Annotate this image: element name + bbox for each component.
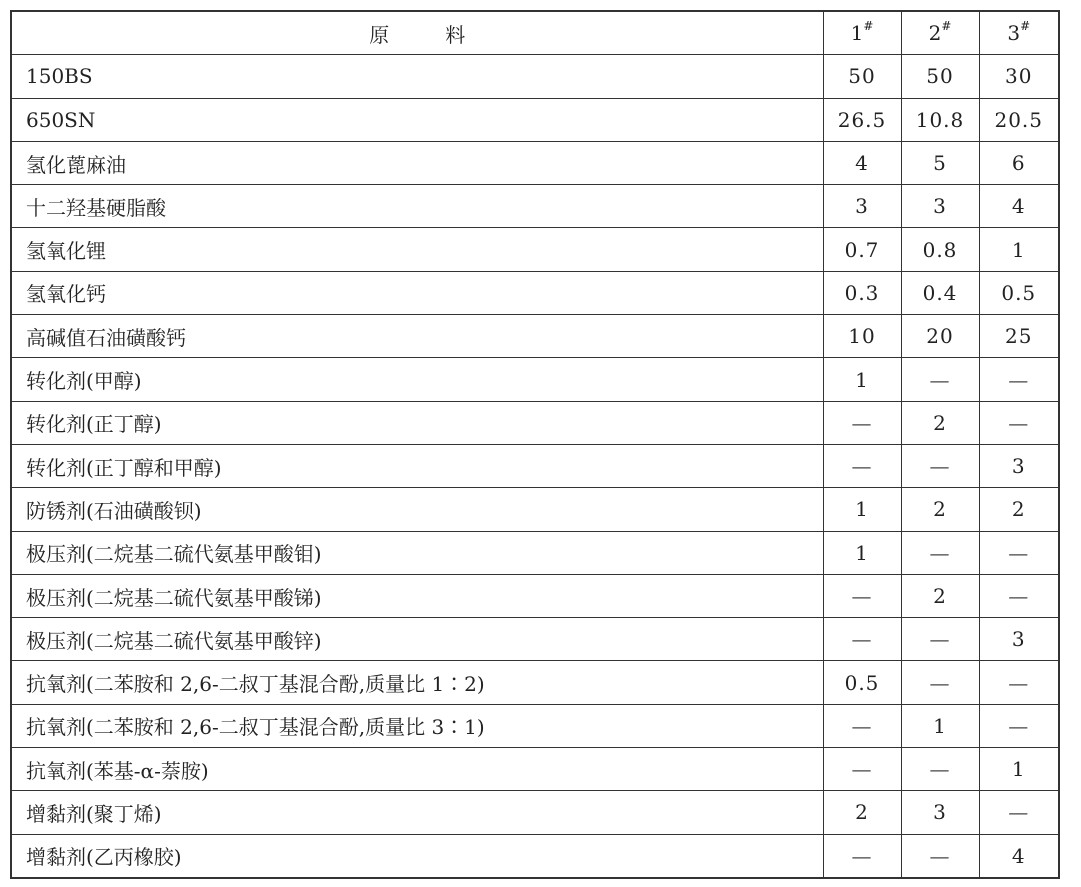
- sample-1-value-cell: —: [823, 401, 901, 444]
- material-name-cell: 极压剂(二烷基二硫代氨基甲酸钼): [11, 531, 823, 574]
- material-name-cell: 氢化蓖麻油: [11, 141, 823, 184]
- sample-3-value-cell: 6: [979, 141, 1059, 184]
- sample-3-value-cell: 0.5: [979, 271, 1059, 314]
- material-name-cell: 十二羟基硬脂酸: [11, 185, 823, 228]
- material-name-cell: 抗氧剂(二苯胺和 2,6-二叔丁基混合酚,质量比 1∶2): [11, 661, 823, 704]
- sample-2-value-cell: 3: [901, 791, 979, 834]
- material-name-cell: 650SN: [11, 98, 823, 141]
- sample-2-value-cell: —: [901, 358, 979, 401]
- table-body: [11, 55, 1059, 878]
- sample-mark: #: [1020, 19, 1031, 34]
- material-name-cell: 极压剂(二烷基二硫代氨基甲酸锑): [11, 574, 823, 617]
- sample-mark: #: [863, 19, 874, 34]
- sample-2-value-cell: 5: [901, 141, 979, 184]
- sample-3-value-cell: 4: [979, 834, 1059, 878]
- sample-1-value-cell: —: [823, 834, 901, 878]
- material-name-cell: 增黏剂(聚丁烯): [11, 791, 823, 834]
- table-row: [11, 315, 1059, 358]
- sample-2-column-header: [901, 11, 979, 55]
- sample-2-value-cell: —: [901, 531, 979, 574]
- material-name-cell: 转化剂(正丁醇和甲醇): [11, 444, 823, 487]
- sample-1-value-cell: 1: [823, 488, 901, 531]
- sample-2-value-cell: 10.8: [901, 98, 979, 141]
- sample-3-value-cell: —: [979, 661, 1059, 704]
- sample-1-value-cell: 3: [823, 185, 901, 228]
- table-row: [11, 791, 1059, 834]
- table-row: [11, 748, 1059, 791]
- sample-2-value-cell: 1: [901, 704, 979, 747]
- formulation-table: [10, 10, 1060, 879]
- sample-1-value-cell: —: [823, 618, 901, 661]
- table-row: [11, 401, 1059, 444]
- material-name-cell: 氢氧化钙: [11, 271, 823, 314]
- sample-3-value-cell: 2: [979, 488, 1059, 531]
- sample-3-value-cell: 30: [979, 55, 1059, 98]
- sample-3-value-cell: —: [979, 574, 1059, 617]
- sample-1-value-cell: 26.5: [823, 98, 901, 141]
- sample-2-value-cell: 0.8: [901, 228, 979, 271]
- material-name-cell: 极压剂(二烷基二硫代氨基甲酸锌): [11, 618, 823, 661]
- material-name-cell: 增黏剂(乙丙橡胶): [11, 834, 823, 878]
- material-name-cell: 转化剂(正丁醇): [11, 401, 823, 444]
- sample-1-value-cell: 0.3: [823, 271, 901, 314]
- sample-3-value-cell: 25: [979, 315, 1059, 358]
- table-row: [11, 444, 1059, 487]
- sample-1-value-cell: 4: [823, 141, 901, 184]
- material-name-cell: 转化剂(甲醇): [11, 358, 823, 401]
- table-header: [11, 11, 1059, 55]
- sample-3-value-cell: 4: [979, 185, 1059, 228]
- sample-3-column-header: [979, 11, 1059, 55]
- sample-3-value-cell: —: [979, 531, 1059, 574]
- table-row: [11, 358, 1059, 401]
- table-row: [11, 618, 1059, 661]
- table-row: [11, 574, 1059, 617]
- header-row: [11, 11, 1059, 55]
- sample-2-value-cell: 0.4: [901, 271, 979, 314]
- material-name-cell: 抗氧剂(二苯胺和 2,6-二叔丁基混合酚,质量比 3∶1): [11, 704, 823, 747]
- sample-3-value-cell: 3: [979, 618, 1059, 661]
- sample-number: 2: [928, 21, 942, 46]
- sample-2-value-cell: —: [901, 661, 979, 704]
- material-name-cell: 高碱值石油磺酸钙: [11, 315, 823, 358]
- material-name-cell: 防锈剂(石油磺酸钡): [11, 488, 823, 531]
- table-row: [11, 661, 1059, 704]
- material-name-cell: 150BS: [11, 55, 823, 98]
- sample-1-value-cell: 1: [823, 358, 901, 401]
- sample-1-value-cell: —: [823, 704, 901, 747]
- sample-2-value-cell: 3: [901, 185, 979, 228]
- sample-3-value-cell: —: [979, 791, 1059, 834]
- sample-2-value-cell: —: [901, 444, 979, 487]
- sample-1-value-cell: 50: [823, 55, 901, 98]
- sample-2-value-cell: 2: [901, 401, 979, 444]
- sample-3-value-cell: 1: [979, 228, 1059, 271]
- sample-2-value-cell: —: [901, 748, 979, 791]
- table-row: [11, 55, 1059, 98]
- table-row: [11, 488, 1059, 531]
- sample-1-value-cell: 0.5: [823, 661, 901, 704]
- sample-3-value-cell: —: [979, 401, 1059, 444]
- sample-2-value-cell: —: [901, 834, 979, 878]
- material-column-header: 原料: [11, 11, 823, 55]
- table-row: [11, 271, 1059, 314]
- sample-1-column-header: [823, 11, 901, 55]
- table-row: [11, 704, 1059, 747]
- table-row: [11, 834, 1059, 878]
- sample-1-value-cell: 1: [823, 531, 901, 574]
- sample-number: 1: [850, 21, 864, 46]
- sample-2-value-cell: —: [901, 618, 979, 661]
- sample-2-value-cell: 2: [901, 574, 979, 617]
- sample-1-value-cell: 10: [823, 315, 901, 358]
- table-row: [11, 141, 1059, 184]
- sample-1-value-cell: 2: [823, 791, 901, 834]
- sample-1-value-cell: 0.7: [823, 228, 901, 271]
- sample-mark: #: [941, 19, 952, 34]
- sample-number: 3: [1007, 21, 1021, 46]
- sample-2-value-cell: 2: [901, 488, 979, 531]
- sample-2-value-cell: 20: [901, 315, 979, 358]
- sample-1-value-cell: —: [823, 574, 901, 617]
- sample-3-value-cell: 1: [979, 748, 1059, 791]
- material-name-cell: 氢氧化锂: [11, 228, 823, 271]
- sample-3-value-cell: —: [979, 704, 1059, 747]
- sample-1-value-cell: —: [823, 748, 901, 791]
- table-row: [11, 228, 1059, 271]
- table-row: [11, 185, 1059, 228]
- material-name-cell: 抗氧剂(苯基-α-萘胺): [11, 748, 823, 791]
- sample-2-value-cell: 50: [901, 55, 979, 98]
- formulation-table-container: [10, 10, 1058, 879]
- sample-3-value-cell: 20.5: [979, 98, 1059, 141]
- sample-1-value-cell: —: [823, 444, 901, 487]
- table-row: [11, 98, 1059, 141]
- sample-3-value-cell: 3: [979, 444, 1059, 487]
- sample-3-value-cell: —: [979, 358, 1059, 401]
- table-row: [11, 531, 1059, 574]
